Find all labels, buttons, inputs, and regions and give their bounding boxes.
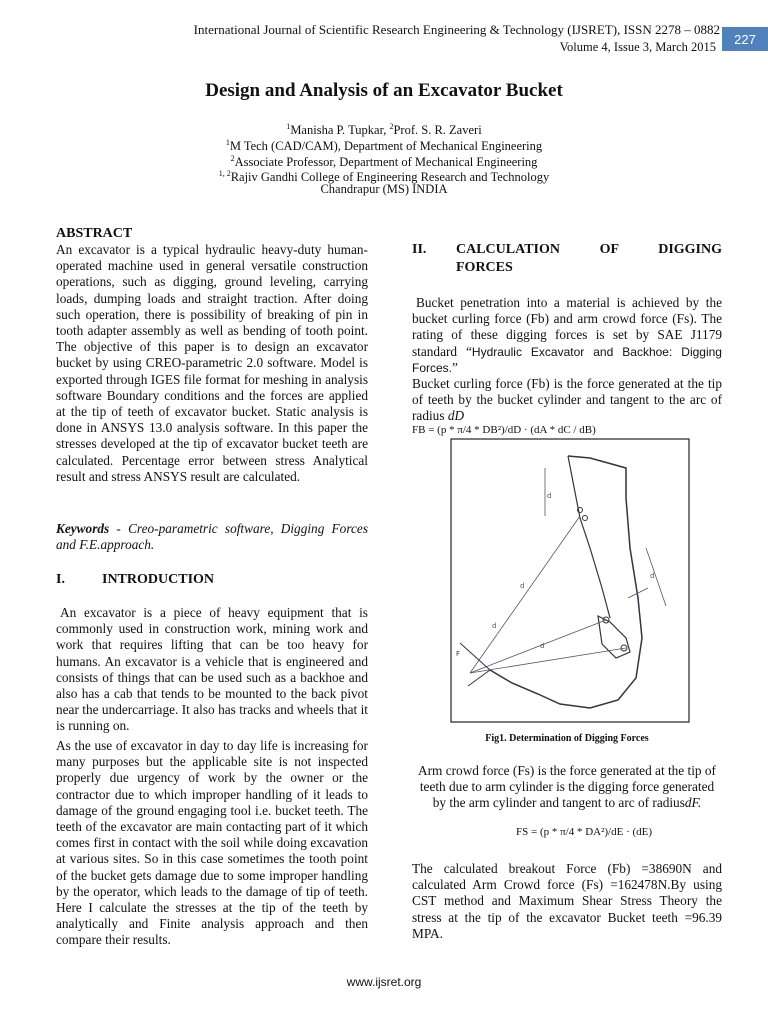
affiliation-4: Chandrapur (MS) INDIA (320, 182, 448, 196)
section2-number: II. (412, 242, 427, 257)
intro-number: I. (56, 572, 65, 587)
paper-title: Design and Analysis of an Excavator Bucket (205, 80, 563, 101)
label-dd: d (520, 582, 525, 590)
section2-paragraph-2 (412, 376, 722, 425)
author1-name: Manisha P. Tupkar, (290, 123, 390, 138)
abstract-text: An excavator is a typical hydraulic heavy-duty human-operated machine used in general versatile construction operations, such as digging, ground leveling, carrying loads, dumping loads and straight traction. After doing such operation, there is possibility of breaking of pin in tooth adapter assembly as well as bending of tooth point. The objective of this paper is to design an excavator bucket by using CREO-parametric 2.0 software. Model is exported through IGES file format for meshing in analysis software Boundary conditions and the forces are applied at the tip of teeth of excavator bucket. Static analysis is done in ANSYS 13.0 analysis software. In this paper the stresses developed at the tip of excavator bucket teeth are calculated. Percentage error between stress Analytical result and stress ANSYS result are calculated. (56, 242, 368, 484)
intro-title: INTRODUCTION (102, 572, 215, 587)
section2-p3-text: Arm crowd force (Fs) is the force generated at the tip of teeth due to arm cylinder is the digging force generated by the arm cylinder and tangent to arc of radius (418, 763, 716, 811)
page-number-badge: 227 (722, 27, 768, 51)
formula-fs (516, 826, 652, 838)
label-fs: F (456, 650, 461, 658)
author2-name: Prof. S. R. Zaveri (393, 123, 482, 138)
section2-paragraph-4: The calculated breakout Force (Fb) =38690N and calculated Arm Crowd force (Fs) =162478N.By using CST method and Maximum Shear Stress Theory the stress at the tip of the excavator Bucket teeth =96.39 MPA. (412, 861, 722, 941)
formula-fb-text: FB = (p * π/4 * DB²)/dD · (dA * dC / dB) (412, 424, 596, 436)
figure-frame (451, 439, 689, 722)
volume-issue: Volume 4, Issue 3, March 2015 (559, 40, 716, 54)
formula-fs-text: FS = (p * π/4 * DA²)/dE · (dE) (516, 826, 653, 838)
footer-url[interactable]: www.ijsret.org (346, 975, 422, 989)
intro-paragraph-2: As the use of excavator in day to day life is increasing for many purposes but the applicable site is not inspected properly due urgency of work by the owner or the contractor due to which improper handling of it leads to damage of the ground engaging tool i.e. bucket teeth. The teeth of the excavator are main contacting part of it which comes first in contact with the soil while doing excavation at various sites. So in this case sometimes the tooth point of the bucket gets damage due to some improper handling by the operator, which leads to the damage of tip of teeth. Here I calculate the stresses at the tip of the teeth by analytically and Finite analysis approach and then compare their results. (56, 738, 368, 948)
affiliation-3-text: Rajiv Gandhi College of Engineering Research and Technology (230, 170, 550, 185)
section2-p1-standard-title: Hydraulic Excavator and Backhoe: Digging Forces. (412, 344, 722, 375)
formula-fb (412, 424, 596, 436)
section2-p2-variable: dD (447, 408, 465, 424)
label-de: d (650, 572, 655, 580)
figure-caption: Fig1. Determination of Digging Forces (485, 733, 649, 744)
section2-p2-text: Bucket curling force (Fb) is the force generated at the tip of teeth by the bucket cylinder and tangent to the arc of radius (412, 376, 722, 424)
section2-title-line1: CALCULATION OF DIGGING (456, 242, 722, 257)
label-dc: d (492, 622, 497, 630)
section2-p1-close-quote: ” (452, 359, 458, 375)
affiliation-1-text: M Tech (CAD/CAM), Department of Mechanical Engineering (229, 139, 543, 154)
intro-paragraph-1: An excavator is a piece of heavy equipment that is commonly used in construction work, mining work and work that requires lifting that can be too heavy for humans. An excavator is a vehicle that is engineered and consists of things that can be used such as a backhoe and also has a cab that tends to be mounted to the back pivot near the undercarriage. It also has tracks and wheels that it is running on. (56, 605, 368, 734)
journal-header: International Journal of Scientific Research Engineering & Technology (IJSRET), ISSN 2278 – 0882 (193, 22, 720, 37)
author2-superscript: 2 (389, 122, 394, 131)
section2-heading-line1 (412, 242, 722, 258)
keywords-text: - Creo-parametric software, Digging Forces and F.E.approach. (56, 521, 368, 553)
keywords-label: Keywords (56, 521, 110, 536)
section2-p3-variable: dF. (684, 795, 702, 811)
abstract-heading: ABSTRACT (56, 226, 133, 241)
affiliation-3-superscript: 1, 2 (218, 169, 231, 178)
label-db: d (540, 642, 545, 650)
keywords (56, 521, 368, 553)
affiliation-2-text: Associate Professor, Department of Mechanical Engineering (234, 155, 538, 170)
intro-heading (56, 570, 368, 588)
digging-forces-figure (450, 438, 690, 723)
affiliation-1-superscript: 1 (225, 138, 230, 147)
section2-title-line2: FORCES (456, 260, 513, 275)
section2-paragraph-3 (412, 763, 722, 812)
affiliation-2-superscript: 2 (230, 154, 235, 163)
section2-paragraph-1 (412, 295, 722, 376)
section2-heading (412, 242, 722, 276)
label-da: d (547, 492, 552, 500)
section2-p1-text: Bucket penetration into a material is achieved by the bucket curling force (Fb) and arm crowd force (Fs). The rating of these digging forces is set by SAE J1179 standard “ (412, 295, 722, 359)
author1-superscript: 1 (286, 122, 291, 131)
